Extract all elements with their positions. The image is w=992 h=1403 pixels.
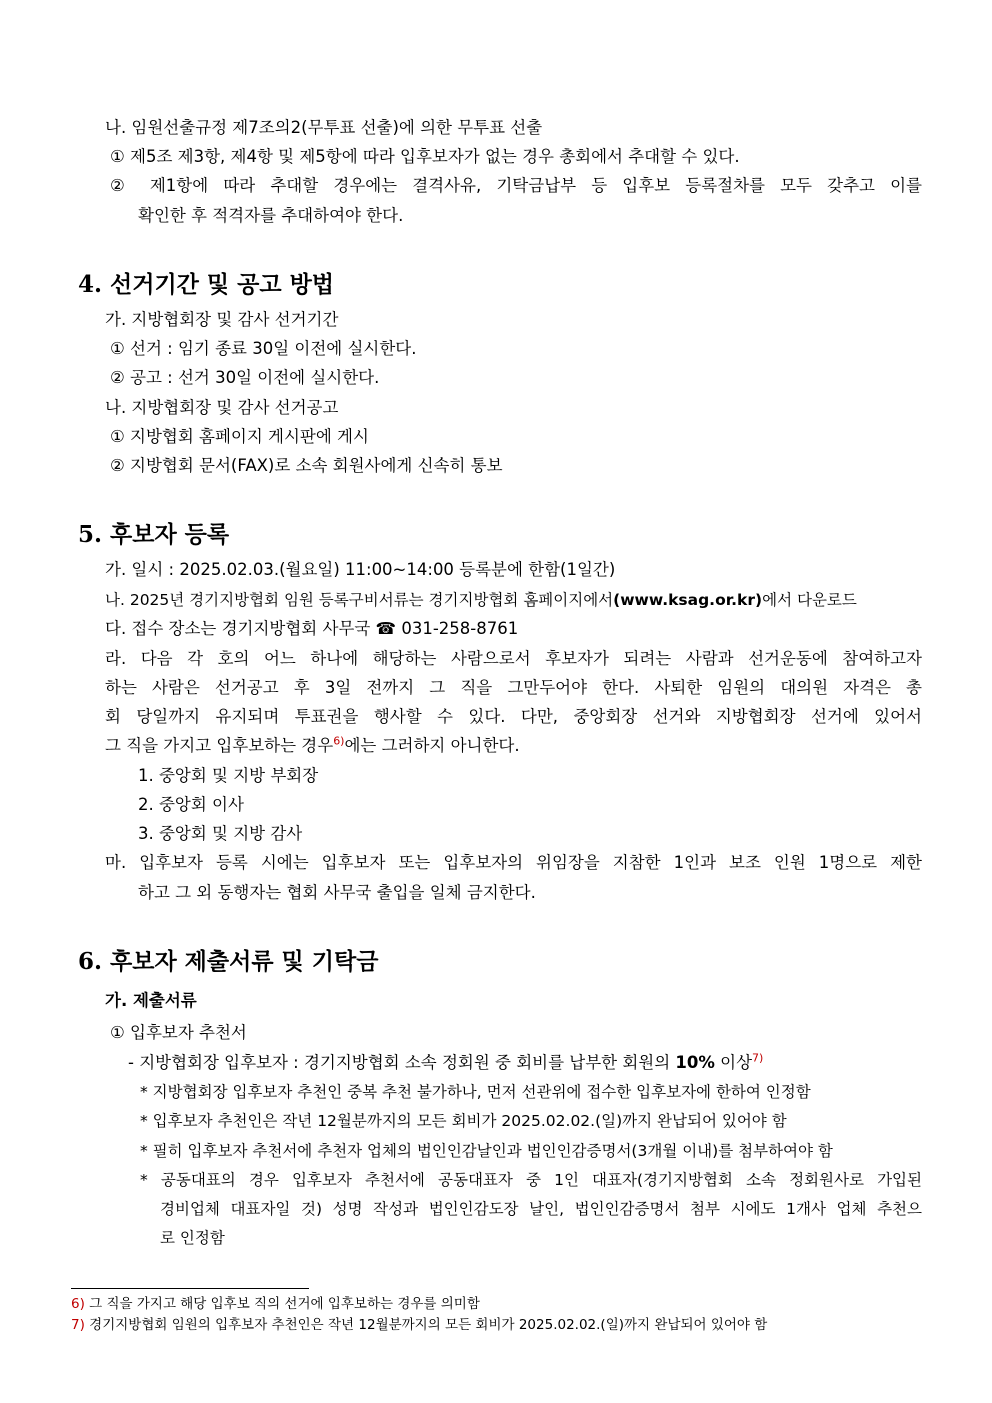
s4-na-item-1: ① 지방협회 홈페이지 게시판에 게시 — [110, 427, 369, 446]
s6-dash-line: - 지방협회장 입후보자 : 경기지방협회 소속 정회원 중 회비를 납부한 회원의 10% 이상$^{7)}$ — [128, 1051, 764, 1072]
s6-note-4-line2: 경비업체 대표자일 것) 성명 작성과 법인인감도장 날인, 법인인감증명서 첨부 시에도 1개사 업체 추천으 — [160, 1200, 922, 1218]
s5-ra-line2: 하는 사람은 선거공고 후 3일 전까지 그 직을 그만두어야 한다. 사퇴한 임원의 대의원 자격은 총 — [105, 678, 922, 697]
s6-note-2: * 입후보자 추천인은 작년 12월분까지의 모든 회비가 2025.02.02.(일)까지 완납되어 있어야 함 — [140, 1112, 787, 1130]
ksag-url: (www.ksag.or.kr) — [613, 591, 763, 609]
s5-ga: 가. 일시 : 2025.02.03.(월요일) 11:00~14:00 등록분에 한함(1일간) — [105, 560, 616, 579]
percent-value: 10% — [675, 1053, 715, 1072]
s5-da: 다. 접수 장소는 경기지방협회 사무국 ☎ 031-258-8761 — [105, 619, 519, 638]
s5-list-item-3: 3. 중앙회 및 지방 감사 — [138, 824, 303, 843]
s6-note-3: * 필히 입후보자 추천서에 추천자 업체의 법인인감날인과 법인인감증명서(3개월 이내)를 첨부하여야 함 — [140, 1142, 833, 1160]
s6-ga: 가. 제출서류 — [105, 991, 197, 1010]
footnote-ref-7: 7) — [752, 1051, 764, 1065]
s5-list-item-2: 2. 중앙회 이사 — [138, 795, 244, 814]
s6-note-4-line3: 로 인정함 — [160, 1229, 225, 1247]
s4-ga: 가. 지방협회장 및 감사 선거기간 — [105, 310, 339, 329]
s4-na-item-2: ② 지방협회 문서(FAX)로 소속 회원사에게 신속히 통보 — [110, 456, 503, 475]
section-4-title: 4. 선거기간 및 공고 방법 — [78, 271, 335, 298]
s5-na: 나. 2025년 경기지방협회 임원 등록구비서류는 경기지방협회 홈페이지에서(www.ksag.or.kr)에서 다운로드 — [105, 591, 857, 609]
footnote-7: 7) 경기지방협회 임원의 입후보자 추천인은 작년 12월분까지의 모든 회비가 2025.02.02.(일)까지 완납되어 있어야 함 — [71, 1317, 768, 1333]
s6-note-4-line1: * 공동대표의 경우 입후보자 추천서에 공동대표자 중 1인 대표자(경기지방협회 소속 정회원사로 가입된 — [140, 1171, 922, 1189]
s4-ga-item-2: ② 공고 : 선거 30일 이전에 실시한다. — [110, 368, 380, 387]
s5-list-item-1: 1. 중앙회 및 지방 부회장 — [138, 766, 319, 785]
s6-item-1: ① 입후보자 추천서 — [110, 1023, 247, 1042]
s5-ma-line1: 마. 입후보자 등록 시에는 입후보자 또는 입후보자의 위임장을 지참한 1인과 보조 인원 1명으로 제한 — [105, 853, 922, 872]
section-5-title: 5. 후보자 등록 — [78, 521, 230, 548]
footnote-divider — [71, 1288, 309, 1289]
s3-item-2-line1: ② 제1항에 따라 추대할 경우에는 결격사유, 기탁금납부 등 입후보 등록절차를 모두 갖추고 이를 — [110, 176, 922, 195]
footnote-ref-6: 6) — [333, 734, 345, 748]
s5-ra-line1: 라. 다음 각 호의 어느 하나에 해당하는 사람으로서 후보자가 되려는 사람과 선거운동에 참여하고자 — [105, 649, 922, 668]
s5-ma-line2: 하고 그 외 동행자는 협회 사무국 출입을 일체 금지한다. — [138, 883, 536, 902]
s3-na: 나. 임원선출규정 제7조의2(무투표 선출)에 의한 무투표 선출 — [105, 118, 543, 137]
s6-note-1: * 지방협회장 입후보자 추천인 중복 추천 불가하나, 먼저 선관위에 접수한 입후보자에 한하여 인정함 — [140, 1083, 811, 1101]
s3-item-1: ① 제5조 제3항, 제4항 및 제5항에 따라 입후보자가 없는 경우 총회에서 추대할 수 있다. — [110, 147, 740, 166]
footnote-6: 6) 그 직을 가지고 해당 입후보 직의 선거에 입후보하는 경우를 의미함 — [71, 1296, 480, 1312]
s5-ra-line4: 그 직을 가지고 입후보하는 경우$^{6)}$에는 그러하지 아니한다. — [105, 734, 520, 755]
s3-item-2-line2: 확인한 후 적격자를 추대하여야 한다. — [138, 206, 404, 225]
s4-ga-item-1: ① 선거 : 임기 종료 30일 이전에 실시한다. — [110, 339, 417, 358]
section-6-title: 6. 후보자 제출서류 및 기탁금 — [78, 948, 379, 975]
s5-ra-line3: 회 당일까지 유지되며 투표권을 행사할 수 있다. 다만, 중앙회장 선거와 지방협회장 선거에 있어서 — [105, 707, 922, 726]
s4-na: 나. 지방협회장 및 감사 선거공고 — [105, 398, 339, 417]
